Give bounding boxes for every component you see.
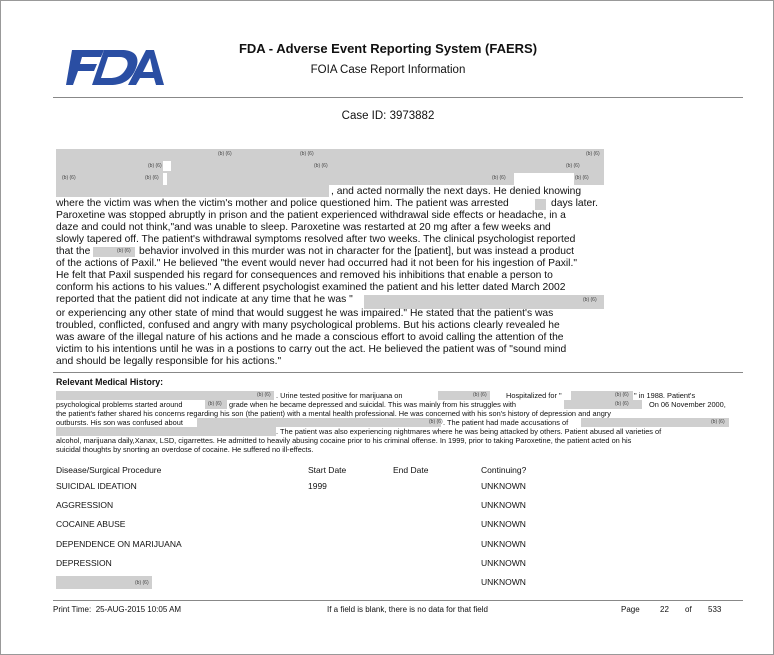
report-title: FDA - Adverse Event Reporting System (FAERS) [238, 41, 538, 56]
history-text: psychological problems started around [56, 400, 183, 409]
redaction-code: (b) (6) [314, 163, 328, 169]
blank-field-note: If a field is blank, there is no data for that field [327, 605, 488, 614]
col-header-end: End Date [393, 465, 429, 475]
history-text: On 06 November 2000, [649, 400, 726, 409]
redaction-code: (b) (6) [148, 163, 162, 169]
narrative-line: days later. [551, 198, 598, 209]
start-date-cell: 1999 [308, 481, 327, 491]
footer-divider [53, 600, 743, 601]
section-divider [53, 372, 743, 373]
history-text: outbursts. His son was confused about [56, 418, 183, 427]
history-text: suicidal thoughts by snorting an overdose of cocaine. He suffered no ill-effects. [56, 445, 314, 454]
disease-cell: AGGRESSION [56, 500, 114, 510]
header-divider [53, 97, 743, 98]
redaction-block [581, 418, 729, 427]
narrative-line: where the victim was when the victim's mother and police questioned him. The patient was arrested [56, 198, 509, 209]
redaction-code: (b) (6) [208, 401, 222, 407]
continuing-cell: UNKNOWN [481, 577, 526, 587]
page-of-label: of [685, 605, 692, 614]
redaction-code: (b) (6) [62, 175, 76, 181]
redaction-code: (b) (6) [473, 392, 487, 398]
narrative-paragraph: or experiencing any other state of mind that would suggest he was impaired." He stated that the patient's was troubled, conflicted, confused and angry with many psychological problems. But his actions clearly revealed he was aware of the illegal nature of his actions and he made a conscious effort to avoid calling the attention of the victim to his intentions until he was in a postions to carry out the act. He believed the patient was of "sound mind and should be legally responsible for his actions." [56, 308, 567, 367]
history-text: Hospitalized for " [506, 391, 562, 400]
report-subtitle: FOIA Case Report Information [310, 64, 466, 76]
continuing-cell: UNKNOWN [481, 558, 526, 568]
print-time-label: Print Time: [53, 605, 92, 614]
narrative-paragraph: Paroxetine was stopped abruptly in prison and the patient experienced withdrawal side effects or headache, in a daze and could not think,"and was unable to sleep. Paroxetine was restarted at 20 mg after a few weeks and slowly tapered off. The patient's withdrawal symptoms resolved after two weeks. The clinical psychologist reported [56, 210, 576, 245]
disease-cell: DEPRESSION [56, 558, 112, 568]
narrative-line: that the [56, 246, 91, 257]
redaction-code: (b) (6) [135, 580, 149, 586]
redaction-code: (b) (6) [300, 151, 314, 157]
redaction-block [197, 418, 441, 427]
narrative-line: , and acted normally the next days. He denied knowing [331, 186, 582, 197]
redaction-code: (b) (6) [575, 175, 589, 181]
disease-cell: COCAINE ABUSE [56, 519, 126, 529]
redaction-code: (b) (6) [615, 392, 629, 398]
continuing-cell: UNKNOWN [481, 481, 526, 491]
page-label: Page [621, 605, 640, 614]
narrative-line: reported that the patient did not indicate at any time that he was " [56, 294, 353, 305]
gap [163, 173, 167, 185]
redaction-code: (b) (6) [711, 419, 725, 425]
redaction-block [564, 400, 642, 409]
continuing-cell: UNKNOWN [481, 500, 526, 510]
col-header-disease: Disease/Surgical Procedure [56, 465, 162, 475]
case-id: Case ID: 3973882 [341, 110, 435, 122]
redaction-code: (b) (6) [257, 392, 271, 398]
redaction-code: (b) (6) [492, 175, 506, 181]
redaction-code: (b) (6) [218, 151, 232, 157]
col-header-start: Start Date [308, 465, 347, 475]
gap [163, 161, 171, 171]
redaction-block [535, 199, 546, 210]
history-text: " in 1988. Patient's [634, 391, 696, 400]
disease-cell: DEPENDENCE ON MARIJUANA [56, 539, 182, 549]
history-text: the patient's father shared his concerns regarding his son (the patient) with a mental health professional. He was concerned with his son's history of depression and angry [56, 409, 611, 418]
gap [514, 173, 574, 185]
continuing-cell: UNKNOWN [481, 519, 526, 529]
redaction-code: (b) (6) [429, 419, 443, 425]
redaction-code: (b) (6) [566, 163, 580, 169]
history-text: . The patient was also experiencing nightmares where he was being attacked by others. Patient abused all varieties of [276, 427, 662, 436]
redaction-code: (b) (6) [145, 175, 159, 181]
history-text: grade when he became depressed and suicidal. This was mainly from his struggles with [229, 400, 517, 409]
redaction-code: (b) (6) [117, 248, 131, 254]
redaction-code: (b) (6) [586, 151, 600, 157]
history-text: . The patient had made accusations of [443, 418, 569, 427]
print-time-value: 25-AUG-2015 10:05 AM [95, 605, 182, 614]
col-header-continuing: Continuing? [481, 465, 527, 475]
redaction-block [364, 295, 604, 309]
redaction-block [56, 391, 274, 400]
print-time [53, 605, 181, 614]
redaction-code: (b) (6) [583, 297, 597, 303]
narrative-paragraph: of the actions of Paxil." He believed "the event would never had occurred had it not been for his ingestion of Paxil." He felt that Paxil suspended his regard for consequences and removed his inhibitions that enable a person to conform his actions to his values." A different psychologist examined the patient and his letter dated March 2002 [56, 258, 577, 293]
history-label: Relevant Medical History: [56, 377, 164, 387]
history-text: alcohol, marijuana daily,Xanax, LSD, cigarrettes. He admitted to heavily abusing cocaine prior to his criminal offense. In 1999, prior to taking Paroxetine, the patient acted on his [56, 436, 632, 445]
page-total: 533 [708, 605, 722, 614]
disease-cell: SUICIDAL IDEATION [56, 481, 137, 491]
history-text: . Urine tested positive for marijuana on [276, 391, 403, 400]
narrative-line: behavior involved in this murder was not in character for the [patient], but was instead a product [139, 246, 574, 257]
continuing-cell: UNKNOWN [481, 539, 526, 549]
page-number: 22 [660, 605, 669, 614]
redaction-code: (b) (6) [615, 401, 629, 407]
redaction-block [56, 427, 276, 436]
